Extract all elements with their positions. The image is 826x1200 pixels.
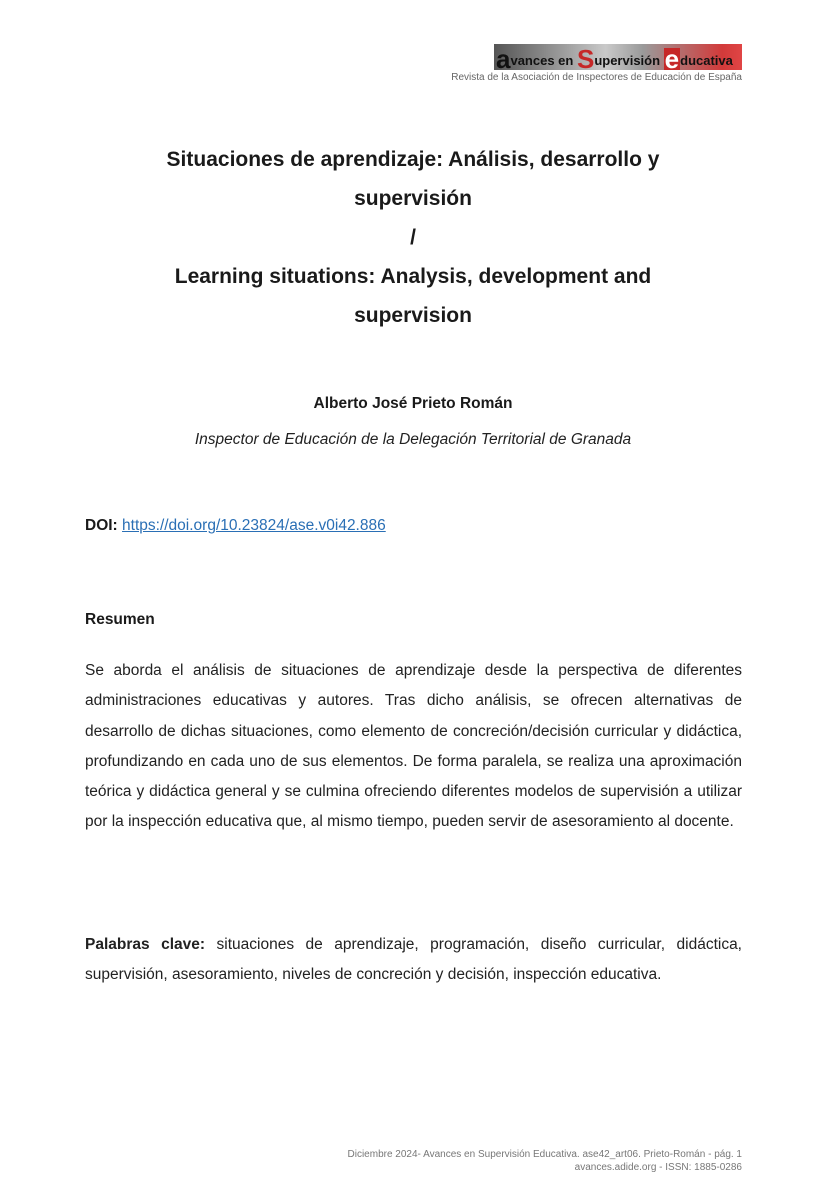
author-name: Alberto José Prieto Román — [313, 395, 513, 412]
abstract-body: Se aborda el análisis de situaciones de aprendizaje desde la perspectiva de diferentes administraciones educativas y autores. Tras dicho análisis, se ofrecen alternativas de desarrollo de dichas situaciones, como elemento de concreción/decisión curricular y didáctica, profundizando en cada uno de sus elementos. De forma paralela, se realiza una aproximación teórica y didáctica general y se culmina ofreciendo diferentes modelos de supervisión a utilizar por la inspección educativa que, al mismo tiempo, pueden servir de asesoramiento al docente. — [85, 662, 742, 831]
journal-subtitle: Revista de la Asociación de Inspectores de Educación de España — [451, 72, 742, 83]
keywords-text: situaciones de aprendizaje, programación, diseño curricular, didáctica, supervisión, asesoramiento, niveles de concreción y decisión, inspección educativa. — [85, 936, 742, 984]
journal-logo — [494, 44, 742, 74]
title-spanish-line2: supervisión — [354, 187, 472, 210]
logo-word-educativa: ducativa — [680, 53, 733, 68]
author-affiliation: Inspector de Educación de la Delegación Territorial de Granada — [194, 431, 632, 448]
doi-label: DOI: — [85, 517, 118, 534]
title-english-line1: Learning situations: Analysis, development and — [174, 265, 652, 288]
logo-letter-e: e — [664, 44, 680, 74]
abstract-heading: Resumen — [85, 611, 155, 628]
keywords-label: Palabras clave: — [85, 936, 206, 953]
title-spanish-line1: Situaciones de aprendizaje: Análisis, desarrollo y — [166, 148, 660, 171]
logo-letter-s: S — [576, 44, 595, 74]
logo-letter-a: a — [496, 44, 511, 74]
article-title-block — [0, 140, 826, 335]
footer-citation: Diciembre 2024- Avances en Supervisión Educativa. ase42_art06. Prieto-Román - pág. 1 — [347, 1149, 742, 1160]
title-english-line2: supervision — [354, 304, 472, 327]
keywords-paragraph — [85, 930, 742, 991]
title-separator: / — [410, 226, 416, 249]
doi-link[interactable]: https://doi.org/10.23824/ase.v0i42.886 — [122, 517, 386, 534]
logo-wordmark — [494, 44, 733, 74]
logo-word-avances: vances en — [510, 53, 577, 68]
footer-issn: avances.adide.org - ISSN: 1885-0286 — [574, 1162, 742, 1173]
logo-word-supervision: upervisión — [594, 53, 664, 68]
doi-line — [85, 517, 386, 535]
page-footer — [348, 1148, 742, 1174]
